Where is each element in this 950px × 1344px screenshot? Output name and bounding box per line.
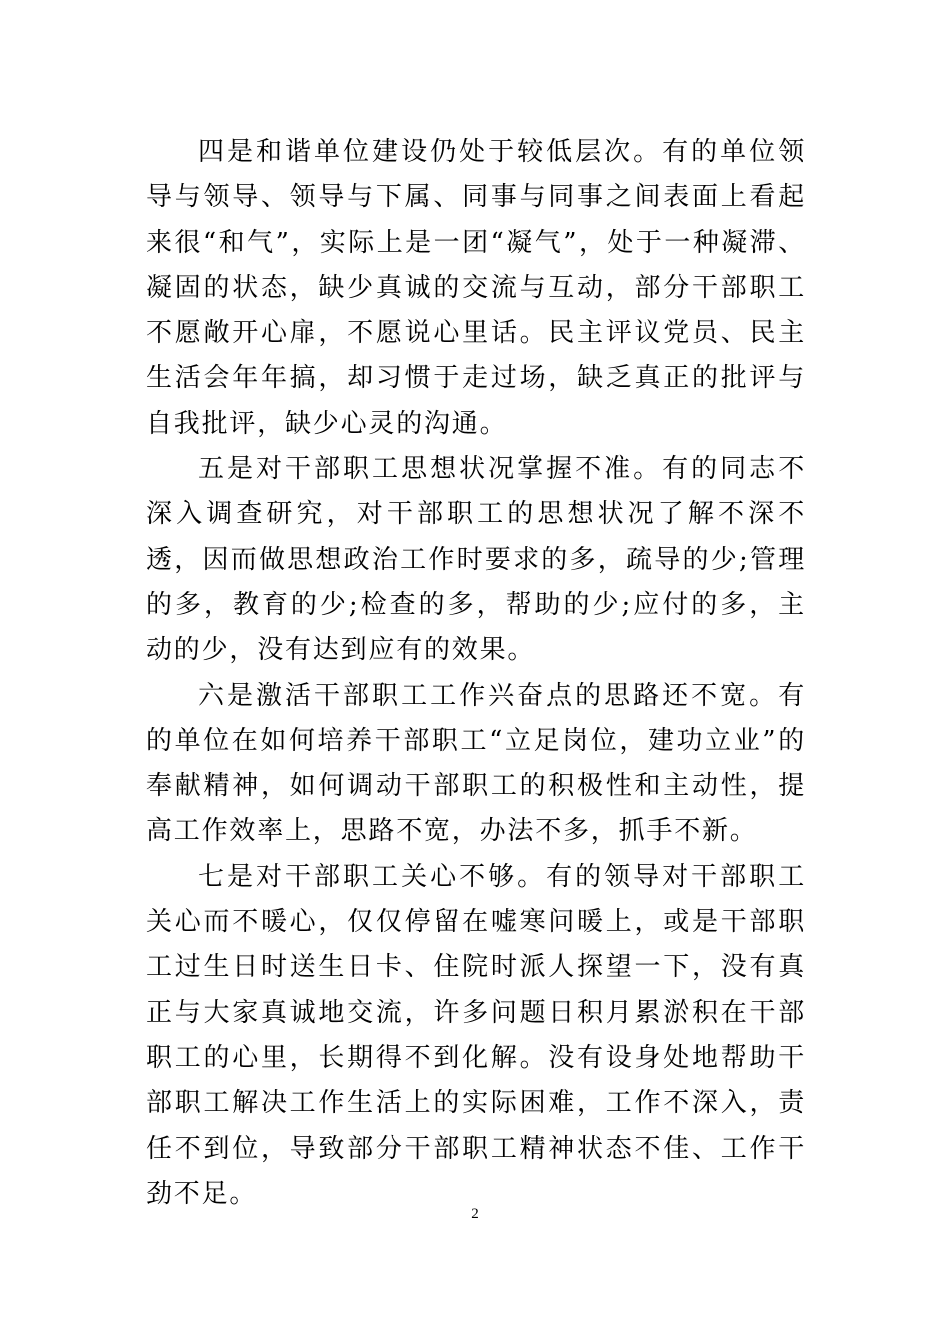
paragraph-five: 五是对干部职工思想状况掌握不准。有的同志不深入调查研究，对干部职工的思想状况了解不深不透，因而做思想政治工作时要求的多，疏导的少;管理的多，教育的少;检查的多，帮助的少;应付的多，主动的少，没有达到应有的效果。 [146,454,806,666]
paragraph-six: 六是激活干部职工工作兴奋点的思路还不宽。有的单位在如何培养干部职工“立足岗位，建功立业”的奉献精神，如何调动干部职工的积极性和主动性，提高工作效率上，思路不宽，办法不多，抓手不新。 [146,680,806,847]
paragraph-four: 四是和谐单位建设仍处于较低层次。有的单位领导与领导、领导与下属、同事与同事之间表面上看起来很“和气”，实际上是一团“凝气”，处于一种凝滞、凝固的状态，缺少真诚的交流与互动，部分干部职工不愿敞开心扉，不愿说心里话。民主评议党员、民主生活会年年搞，却习惯于走过场，缺乏真正的批评与自我批评，缺少心灵的沟通。 [146,137,806,439]
paragraph-seven: 七是对干部职工关心不够。有的领导对干部职工关心而不暖心，仅仅停留在嘘寒问暖上，或是干部职工过生日时送生日卡、住院时派人探望一下，没有真正与大家真诚地交流，许多问题日积月累淤积在干部职工的心里，长期得不到化解。没有设身处地帮助干部职工解决工作生活上的实际困难，工作不深入，责任不到位，导致部分干部职工精神状态不佳、工作干劲不足。 [146,861,806,1209]
page-number: 2 [471,1206,479,1222]
document-body [146,130,806,1217]
